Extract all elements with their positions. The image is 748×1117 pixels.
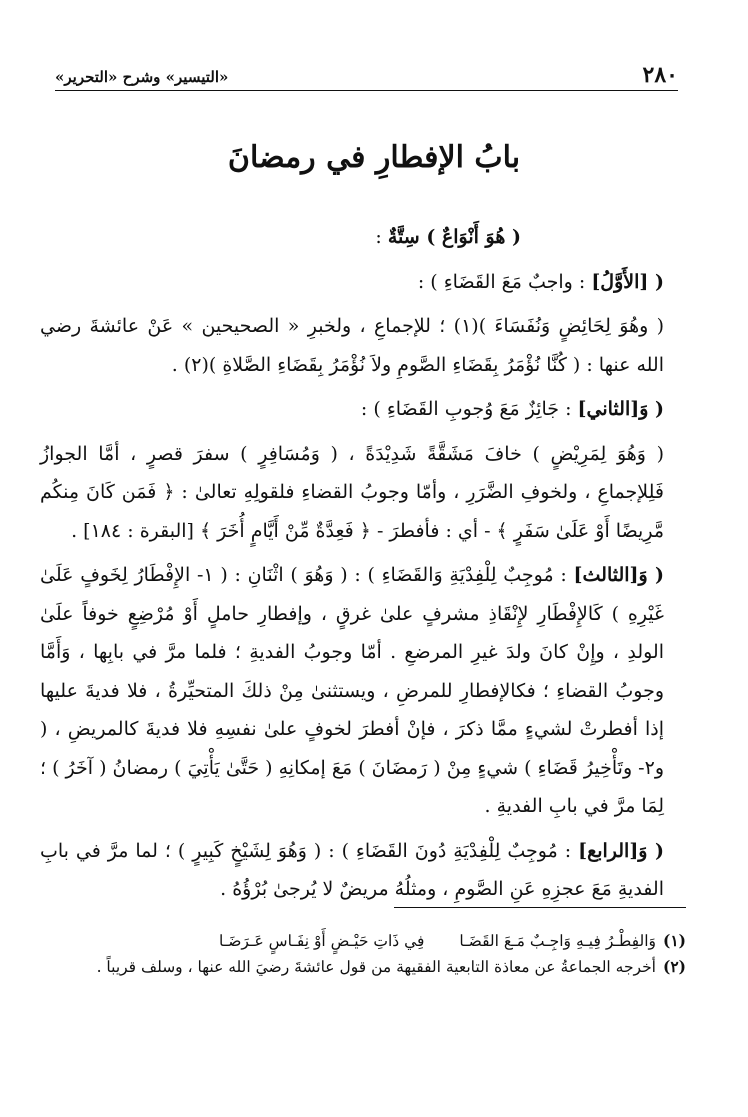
paragraph-text: : واجبٌ مَعَ القَضَاءِ ) :: [417, 270, 592, 293]
paragraph-lead: ( هُوَ أَنْوَاعٌ ) سِتَّةٌ: [387, 226, 521, 248]
footnote-text: أخرجه الجماعةُ عن معاذة التابعية الفقيهة من قول عائشةَ رضيَ الله عنها ، وسلف قريباً .: [96, 958, 656, 976]
footnote-number: (٢): [662, 957, 686, 976]
paragraph-text: : جَائِزٌ مَعَ وُجوبِ القَضَاءِ ) :: [360, 398, 578, 420]
paragraph-lead: ( وَ[الثالث]: [573, 564, 664, 586]
page-number: ٢٨٠: [642, 62, 678, 88]
running-header: [55, 58, 678, 91]
book-title: «التيسير» وشرح «التحرير»: [55, 68, 229, 86]
paragraph-text: : مُوجِبٌ لِلْفِدْيَةِ دُونَ القَضَاءِ ) : ( وَهُوَ لِشَيْخٍ كَبِيرٍ ) ؛ لما مرَّ في بابِ الفديةِ مَعَ عجزِهِ عَنِ الصَّومِ ، ومثلُهُ مريضٌ لا يُرجىٰ بُرْؤُهُ .: [40, 839, 664, 900]
footnote-separator: [394, 907, 686, 908]
chapter-title: بابُ الإفطارِ في رمضانَ: [227, 140, 521, 175]
paragraph-text: :: [375, 226, 388, 248]
paragraph-text: : مُوجِبٌ لِلْفِدْيَةِ وَالقَضَاءِ ) : ( وَهُوَ ) اثْنَانِ : ( ١- الإِفْطَارُ لِخَوفٍ عَلَىٰ غَيْرِهِ ) كَالإِفْطَارِ لإِنْقَاذِ مشرفٍ علىٰ غرقٍ ، وإفطارِ حاملٍ أَوْ مُرْضِعٍ خوفاً علَىٰ الولدِ ، وإِنْ كانَ ولدَ غيرِ المرضعِ . أمّا وجوبُ الفديةِ ؛ فلما مرَّ في بابِها ، وَأَمَّا وجوبُ القضاءِ ؛ فكالإفطارِ للمرضِ ، ويستثنىٰ مِنْ ذلكَ المتحيِّرةُ ، فلا فديةَ عليها إذا أفطرتْ لشيءٍ ممَّا ذكرَ ، فإنْ أفطرَ لخوفٍ علىٰ نفسِهِ فلا فديةَ كالمريضِ ، ( و٢- وتَأْخِيرُ قَضَاءِ ) شيءٍ مِنْ ( رَمضَانَ ) مَعَ إمكانِهِ ( حَتَّىٰ يَأْتِيَ ) رمضانُ ( آخَرُ ) ؛ لِمَا مرَّ في بابِ الفديةِ .: [39, 564, 664, 817]
paragraph-text: ( وَهُوَ لِمَرِيْضٍ ) خافَ مَشَقَّةً شَدِيْدَةً ، ( وَمُسَافِرٍ ) سفرَ قصرٍ ، أمَّا الجوازُ فَلِلإجماعِ ، ولخوفِ الضَّرَرِ ، وأمّا وجوبُ القضاءِ فلقولِهِ تعالىٰ : ﴿ فَمَن كَانَ مِنكُم مَّرِيضًا أَوْ عَلَىٰ سَفَرٍ ﴾ - أي : فأفطرَ - ﴿ فَعِدَّةٌ مِّنْ أَيَّامٍ أُخَرَ ﴾ [البقرة : ١٨٤] .: [40, 442, 664, 542]
footnotes: [40, 928, 686, 980]
paragraph-first-body: [40, 307, 686, 384]
footnote-number: (١): [662, 931, 686, 950]
footnote-1: [40, 928, 686, 954]
paragraph-intro: [40, 218, 686, 257]
paragraph-second-heading: [40, 390, 686, 429]
body-text: [40, 218, 686, 909]
footnote-verse: [40, 928, 656, 954]
paragraph-first-heading: [40, 263, 686, 302]
paragraph-lead: ( وَ[الثاني]: [577, 398, 664, 420]
paragraph-text: ( وهُوَ لِحَائِضٍ وَنُفَسَاءَ )(١) ؛ للإجماعِ ، ولخبرِ « الصحيحين » عَنْ عائشةَ رضي الله عنها : ( كُنَّا نُؤْمَرُ بِقَضَاءِ الصَّومِ ولاَ نُؤْمَرُ بِقَضَاءِ الصَّلاةِ )(٢) .: [40, 315, 665, 376]
paragraph-lead: ( وَ[الرابع]: [578, 839, 664, 862]
paragraph-fourth: [40, 832, 686, 909]
paragraph-second-body: [40, 435, 686, 551]
verse-first-hemistich: وَالفِطْـرُ فِيـهِ وَاجِـبٌ مَـعَ القَضَـا: [459, 932, 656, 950]
paragraph-lead: ( [الأَوَّلُ]: [591, 270, 664, 293]
verse-second-hemistich: فِي ذَاتِ حَيْـضٍ أَوْ نِفَـاسٍ عَـرَضَـا: [218, 932, 425, 950]
paragraph-third: [40, 556, 686, 826]
footnote-2: [40, 954, 686, 980]
